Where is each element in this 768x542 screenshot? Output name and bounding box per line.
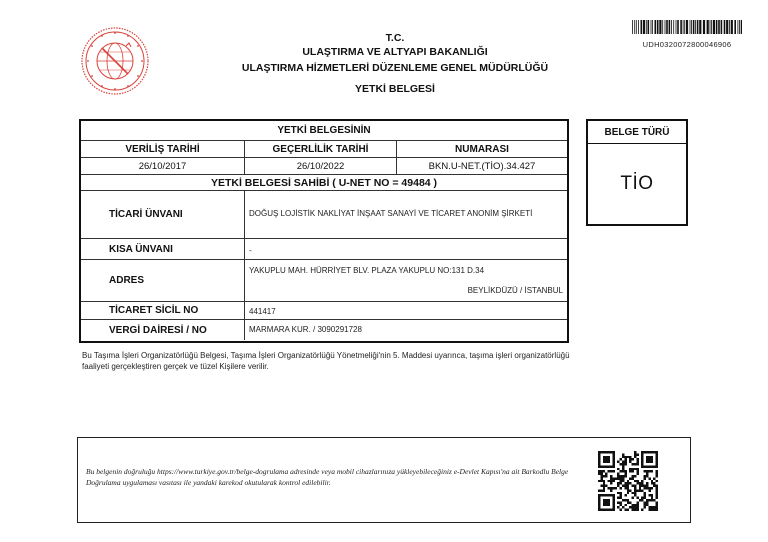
document-title: YETKİ BELGESİ [355, 83, 435, 95]
issue-date-header: VERİLİŞ TARİHİ [125, 143, 200, 155]
barcode [632, 20, 742, 49]
document-type-label: BELGE TÜRÜ [588, 121, 686, 144]
legal-footnote: Bu Taşıma İşleri Organizatörlüğü Belgesi, Taşıma İşleri Organizatörlüğü Yönetmeliği'nin 5. Maddesi uyarınca, taşıma işleri organizatörlüğü faaliyeti gerçekleştiren gerçek ve tüzel Kişilere verilir. [82, 351, 570, 371]
tax-label: VERGİ DAİRESİ / NO [109, 324, 207, 336]
ministry-seal [80, 26, 150, 96]
short-name-label: KISA ÜNVANI [109, 243, 173, 255]
holder-title: YETKİ BELGESİ SAHİBİ ( U-NET NO = 49484 ) [81, 175, 567, 191]
validity-date: 26/10/2022 [244, 158, 396, 174]
table-value-row [81, 158, 567, 175]
address-district: BEYLİKDÜZÜ / İSTANBUL [467, 286, 563, 295]
registry-row [81, 302, 567, 320]
address-label: ADRES [109, 275, 145, 286]
header-directorate: ULAŞTIRMA HİZMETLERİ DÜZENLEME GENEL MÜDÜRLÜĞÜ [241, 62, 549, 74]
address-value [244, 260, 567, 301]
certificate-number: BKN.U-NET.(TİO).34.427 [396, 158, 567, 174]
issue-date: 26/10/2017 [138, 160, 187, 172]
header-ministry: ULAŞTIRMA VE ALTYAPI BAKANLIĞI [302, 46, 488, 58]
document-header [200, 31, 590, 96]
registry-label: TİCARET SİCİL NO [109, 305, 199, 316]
tax-value: MARMARA KUR. / 3090291728 [244, 320, 567, 340]
verification-text: Bu belgenin doğruluğu https://www.turkiye.gov.tr/belge-dogrulama adresinde veya mobil cihazlarınıza yükleyebileceğiniz e-Devlet Kapısı'na ait Barkodlu Belge Doğrulama uygulaması vasıtası ile yandaki karekod okutularak kontrol edilebilir. [86, 467, 569, 487]
barcode-number: UDH0320072800046906 [642, 40, 732, 49]
document-type-value: TİO [620, 173, 654, 194]
address-row [81, 260, 567, 302]
table-header-row [81, 141, 567, 158]
tax-row [81, 320, 567, 340]
trade-name-row [81, 191, 567, 239]
address-line: YAKUPLU MAH. HÜRRİYET BLV. PLAZA YAKUPLU NO:131 D.34 [249, 266, 485, 275]
table-section-title: YETKİ BELGESİNİN [81, 121, 567, 141]
document-type-box [586, 119, 688, 226]
verification-box [77, 437, 691, 523]
validity-date-header: GEÇERLİLİK TARİHİ [244, 141, 396, 157]
trade-name-value: DOĞUŞ LOJİSTİK NAKLİYAT İNŞAAT SANAYİ VE TİCARET ANONİM ŞİRKETİ [244, 191, 567, 238]
qr-code [598, 450, 658, 512]
registry-value: 441417 [244, 302, 567, 319]
trade-name-label: TİCARİ ÜNVANI [109, 209, 183, 220]
certificate-table [79, 119, 569, 343]
short-name-row [81, 239, 567, 260]
number-header: NUMARASI [396, 141, 567, 157]
barcode-bars [632, 20, 742, 34]
short-name-value: - [244, 239, 567, 259]
header-tc: T.C. [385, 32, 405, 44]
